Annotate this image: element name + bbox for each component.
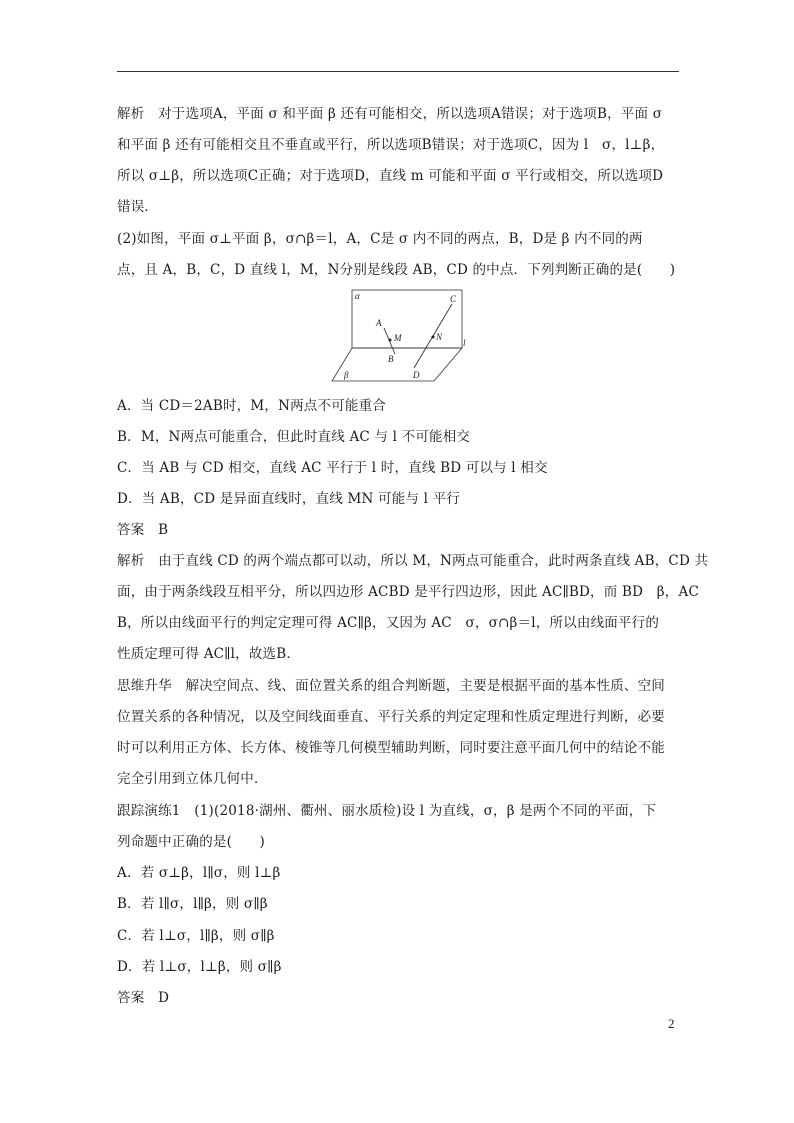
page-number: 2: [668, 1016, 675, 1031]
analysis-2-line-1: 解析 由于直线 CD 的两个端点都可以动，所以 M，N两点可能重合，此时两条直线 AB，CD 共: [117, 553, 709, 569]
question-2-line-2: 点，且 A，B，C，D 直线 l，M，N分别是线段 AB，CD 的中点．下列判断正确的是( ): [117, 262, 676, 278]
practice-option-d: D．若 l⊥σ，l⊥β，则 σ∥β: [117, 959, 282, 975]
option-c: C．当 AB 与 CD 相交，直线 AC 平行于 l 时，直线 BD 可以与 l 相交: [117, 460, 548, 476]
answer-1: 答案 B: [117, 522, 169, 538]
header-rule: [117, 71, 679, 72]
option-a: A．当 CD＝2AB时，M，N两点不可能重合: [117, 398, 386, 414]
label-b: B: [388, 354, 394, 364]
practice-line-2: 列命题中正确的是( ): [117, 834, 265, 850]
analysis-2-line-3: B，所以由线面平行的判定定理可得 AC∥β，又因为 AC σ，σ∩β＝l，所以由线面平行的: [117, 615, 660, 631]
summary-line-3: 时可以利用正方体、长方体、棱锥等几何模型辅助判断，同时要注意平面几何中的结论不能: [117, 740, 665, 756]
point-n: [432, 336, 435, 339]
analysis-line-3: 所以 σ⊥β，所以选项C正确；对于选项D，直线 m 可能和平面 σ 平行或相交，所以选项D: [117, 168, 664, 184]
practice-line-1: 跟踪演练1 (1)(2018·湖州、衢州、丽水质检)设 l 为直线，σ，β 是两个不同的平面，下: [117, 803, 657, 819]
analysis-line-2: 和平面 β 还有可能相交且不垂直或平行，所以选项B错误；对于选项C，因为 l σ，l⊥β，: [117, 137, 665, 153]
summary-line-1: 思维升华 解决空间点、线、面位置关系的组合判断题，主要是根据平面的基本性质、空间: [117, 678, 665, 694]
planes-diagram: [330, 288, 470, 384]
label-d: D: [413, 370, 420, 380]
geometry-figure: [330, 288, 470, 384]
label-alpha: α: [355, 291, 360, 301]
label-c: C: [450, 294, 457, 304]
analysis-2-line-4: 性质定理可得 AC∥l，故选B．: [117, 646, 301, 662]
label-l: l: [463, 338, 466, 348]
option-d: D．当 AB，CD 是异面直线时，直线 MN 可能与 l 平行: [117, 491, 461, 507]
point-m: [389, 339, 392, 342]
plane-alpha: [352, 290, 462, 348]
practice-option-a: A．若 σ⊥β，l∥σ，则 l⊥β: [117, 865, 281, 881]
label-m: M: [394, 333, 402, 343]
label-n: N: [436, 332, 443, 342]
label-beta: β: [344, 370, 349, 380]
label-a: A: [376, 318, 382, 328]
analysis-line-1: 解析 对于选项A，平面 σ 和平面 β 还有可能相交，所以选项A错误；对于选项B，平面 σ: [117, 106, 663, 122]
option-b: B．M，N两点可能重合，但此时直线 AC 与 l 不可能相交: [117, 429, 471, 445]
answer-2: 答案 D: [117, 990, 170, 1006]
practice-option-c: C．若 l⊥σ，l∥β，则 σ∥β: [117, 928, 275, 944]
summary-line-2: 位置关系的各种情况，以及空间线面垂直、平行关系的判定定理和性质定理进行判断，必要: [117, 709, 665, 725]
practice-option-b: B．若 l∥σ，l∥β，则 σ∥β: [117, 896, 268, 912]
analysis-2-line-2: 面，由于两条线段互相平分，所以四边形 ACBD 是平行四边形，因此 AC∥BD，而 BD β，AC: [117, 584, 699, 600]
plane-beta: [332, 348, 462, 381]
question-2-line-1: (2)如图，平面 σ⊥平面 β，σ∩β＝l，A，C是 σ 内不同的两点，B，D是 β 内不同的两: [117, 231, 643, 247]
summary-line-4: 完全引用到立体几何中．: [117, 771, 268, 787]
analysis-line-4: 错误．: [117, 199, 159, 215]
